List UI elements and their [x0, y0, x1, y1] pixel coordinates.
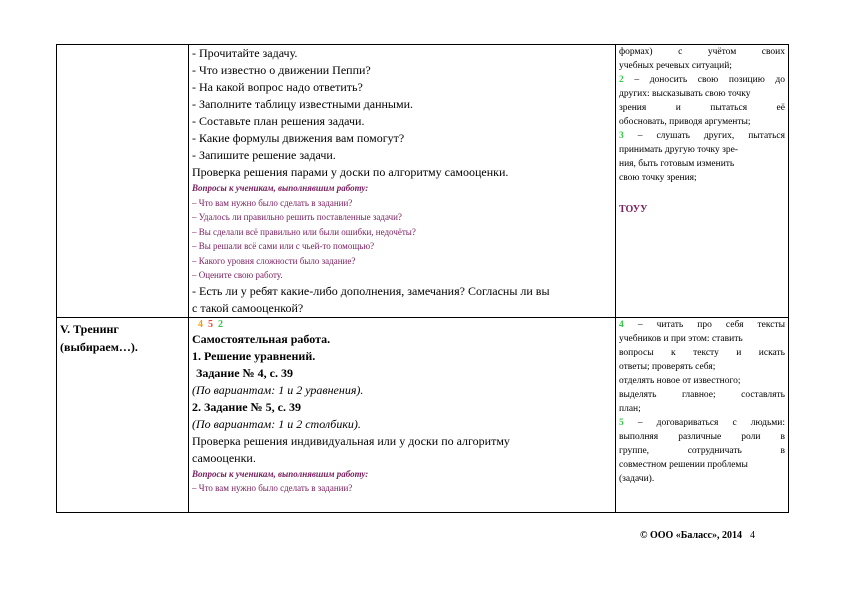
skill-line: 4 – читать про себя тексты — [619, 319, 785, 330]
page-footer — [640, 530, 790, 541]
skill-number: 3 — [619, 131, 624, 141]
skill-line: принимать другую точку зре- — [619, 145, 738, 155]
table-row — [57, 45, 789, 318]
skill-line: совместном решении проблемы — [619, 459, 748, 470]
skill-line: зрения и пытаться её — [619, 103, 785, 113]
skill-line: (задачи). — [619, 473, 655, 484]
skill-line: группе, сотрудничать в — [619, 445, 785, 456]
exercise-ref: Задание № 4, с. 39 — [196, 365, 293, 380]
final-question: - Есть ли у ребят какие-либо дополнения, замечания? Согласны ли вы — [192, 283, 550, 298]
skill-line: ответы; проверять себя; — [619, 361, 716, 372]
skill-line: отделять новое от известного; — [619, 375, 741, 386]
prompt-line: – Что вам нужно было сделать в задании? — [192, 483, 353, 493]
prompts-title: Вопросы к ученикам, выполнявшим работу: — [192, 183, 369, 193]
check-instruction-cont: самооценки. — [192, 450, 256, 465]
question-line: - Составьте план решения задачи. — [192, 114, 365, 128]
prompt-line: – Оцените свою работу. — [192, 270, 283, 280]
skill-line: свою точку зрения; — [619, 173, 697, 183]
stage-cell — [57, 317, 189, 512]
check-instruction: Проверка решения парами у доски по алгоритму самооценки. — [192, 165, 509, 179]
level-digit: 2 — [218, 318, 223, 330]
prompt-line: – Что вам нужно было сделать в задании? — [192, 197, 353, 208]
table-row — [57, 317, 789, 512]
question-line: - Запишите решение задачи. — [192, 148, 336, 162]
prompts-title: Вопросы к ученикам, выполнявшим работу: — [192, 468, 369, 479]
task-sub: 1. Решение уравнений. — [192, 348, 316, 363]
stage-subtitle: (выбираем…). — [60, 339, 138, 354]
level-digit: 5 — [208, 318, 213, 330]
skill-line: ния, быть готовым изменить — [619, 159, 735, 169]
skills-tag: ТОУУ — [619, 204, 648, 215]
skill-line: выделять главное; составлять — [619, 389, 785, 400]
prompt-line: – Вы решали всё сами или с чьей-то помощью? — [192, 241, 375, 251]
skill-number: 5 — [619, 417, 624, 428]
skill-number: 2 — [619, 75, 624, 85]
page-number: 4 — [750, 530, 755, 541]
exercise-note: (По вариантам: 1 и 2 уравнения). — [192, 382, 364, 397]
question-line: - На какой вопрос надо ответить? — [192, 80, 363, 94]
prompt-line: – Какого уровня сложности было задание? — [192, 255, 356, 266]
skill-line: вопросы к тексту и искать — [619, 347, 785, 358]
skill-line: 5 – договариваться с людьми: — [619, 417, 786, 428]
question-line: - Прочитайте задачу. — [192, 46, 298, 60]
skill-line: выполняя различные роли в — [619, 431, 785, 442]
lesson-plan-table — [56, 44, 789, 513]
task-title: Самостоятельная работа. — [192, 331, 331, 346]
stage-cell — [57, 45, 189, 318]
skills-cell — [616, 45, 789, 318]
exercise-ref: 2. Задание № 5, с. 39 — [192, 399, 301, 414]
skill-line: план; — [619, 403, 641, 414]
level-digits — [192, 318, 612, 331]
skill-line: учебных речевых ситуаций; — [619, 61, 732, 71]
copyright: © ООО «Баласс», 2014 — [640, 530, 742, 541]
skill-line: обосновать, приводя аргументы; — [619, 117, 751, 127]
activity-cell — [189, 45, 616, 318]
final-question-cont: с такой самооценкой? — [192, 300, 304, 315]
activity-cell — [189, 317, 616, 512]
prompt-line: – Удалось ли правильно решить поставленные задачи? — [192, 212, 402, 222]
exercise-note: (По вариантам: 1 и 2 столбики). — [192, 416, 361, 431]
skill-line: 2 – доносить свою позицию до — [619, 75, 785, 85]
prompt-line: – Вы сделали всё правильно или были ошибки, недочёты? — [192, 226, 416, 237]
skill-line: других: высказывать свою точку — [619, 89, 751, 99]
skill-line: 3 – слушать других, пытаться — [619, 131, 785, 141]
level-digit: 4 — [198, 318, 203, 330]
question-line: - Что известно о движении Пеппи? — [192, 63, 371, 77]
stage-title: V. Тренинг — [60, 321, 119, 336]
skill-number: 4 — [619, 319, 624, 330]
skill-line: формах) с учётом своих — [619, 47, 785, 57]
question-line: - Заполните таблицу известными данными. — [192, 97, 414, 111]
skill-line: учебников и при этом: ставить — [619, 333, 743, 344]
check-instruction: Проверка решения индивидуальная или у доски по алгоритму — [192, 433, 510, 448]
skills-cell — [616, 317, 789, 512]
question-line: - Какие формулы движения вам помогут? — [192, 131, 405, 145]
